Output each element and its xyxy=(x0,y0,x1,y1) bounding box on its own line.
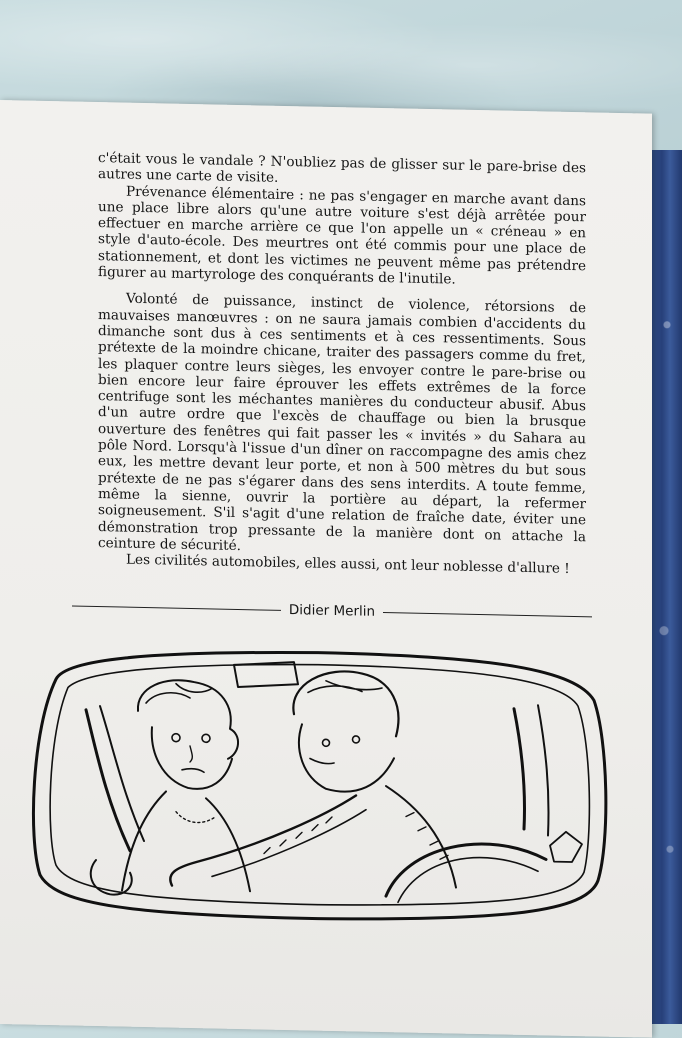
book-cover-pattern xyxy=(652,150,682,1024)
author-name: Didier Merlin xyxy=(288,602,376,620)
author-signature xyxy=(72,598,592,625)
article-paragraph: Volonté de puissance, instinct de violence, rétorsions de mauvaises manœuvres : on ne saura jamais combien d'accidents du dimanche sont dus à ces sentiments et à ces ressentiments. Sous prétexte de la moindre chicane, traiter des passagers comme du fret, les plaquer contre leurs sièges, les envoyer contre le pare-brise ou bien encore leur faire éprouver les effets extrêmes de la force centrifuge sont les méchantes manières du conducteur abusif. Abus d'un autre ordre que l'excès de chauffage ou bien la brusque ouverture des fenêtres qui fait passer les « invités » du Sahara au pôle Nord. Lorsqu'à l'issue d'un dîner on raccompagne des amis chez eux, les mettre devant leur porte, et non à 500 mètres du but sous prétexte de ne pas s'égarer dans des sens interdits. A toute femme, même la sienne, ouvrir la portière au départ, la refermer soigneusement. S'il s'agit d'une relation de fraîche date, éviter une démonstration trop pressante de la manière dont on attache la ceinture de sécurité. xyxy=(98,291,586,554)
book-page xyxy=(0,100,652,1038)
article-paragraph: Les civilités automobiles, elles aussi, ont leur noblesse d'allure ! xyxy=(126,551,570,578)
signature-rule-left xyxy=(72,605,281,610)
dash-sticker xyxy=(550,832,582,863)
article-text xyxy=(98,150,586,578)
woman-hand xyxy=(91,860,132,895)
steering-wheel xyxy=(386,842,546,899)
article-paragraph: c'était vous le vandale ? N'oubliez pas de glisser sur le pare-brise des autres une carte de visite. xyxy=(98,150,586,187)
car-windshield-illustration xyxy=(26,639,610,929)
signature-rule-right xyxy=(383,612,592,617)
man-face xyxy=(299,724,394,792)
man-arm xyxy=(170,792,356,890)
man-hair xyxy=(293,670,398,736)
article-paragraph: Prévenance élémentaire : ne pas s'engager en marche avant dans une place libre alors qu'une autre voiture s'est déjà arrêtée pour effectuer en marche arrière ce que l'on appelle un « créneau » en style d'auto-école. Des meurtres ont été commis pour une place de stationnement, et dont les victimes ne peuvent même pas prétendre figurer au martyrologe des conquérants de l'inutile. xyxy=(98,183,586,288)
